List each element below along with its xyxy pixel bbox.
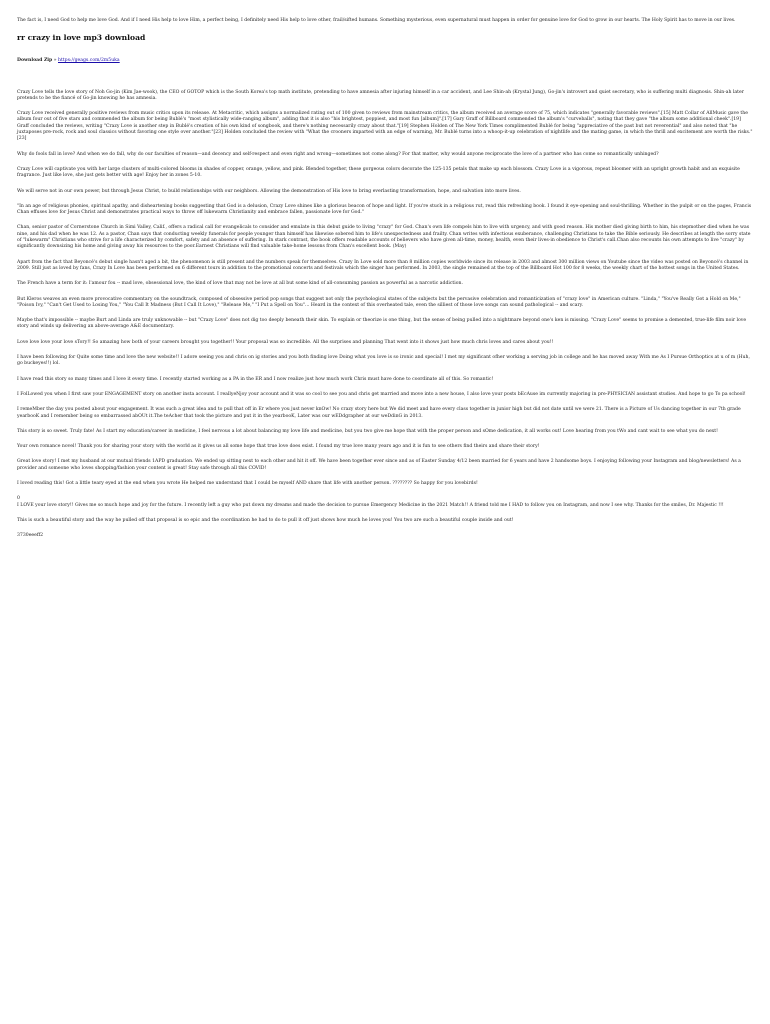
comment-10: 0 I LOVE your love story!! Gives me so much hope and joy for the future. I recently left a guy who put down my dreams and made the decision to pursue Emergency Medicine in the 2021 Match!! A friend told me I HAD to follow you on Instagram, and now I see why. Thanks for the smiles, Dr. Majestic !!! [17, 496, 724, 508]
download-label: Download Zip [17, 58, 53, 64]
download-link[interactable]: https://geags.com/2m5uka [58, 58, 120, 64]
comment-11: This is such a beautiful story and the way he pulled off that proposal is so epic and the coordination he had to do to pull it off just shows how much he loves you! You two are such a beautiful couple inside and out! [17, 517, 514, 523]
paragraph-chan: Chan, senior pastor of Cornerstone Church in Simi Valley, Calif., offers a radical call for evangelicals to consider and emulate in this debut guide to living "crazy" for God. Chan's own life compels him to live with urgency, and with good reason. His mother died giving birth to him, his stepmother died when he was nine, and his dad when he was 12. As a pastor, Chan says that conducting weekly funerals for people younger than himself has likewise sobered him to life's unexpectedness and frailty. Chan writes with infectious exuberance, challenging Christians to take the Bible seriously. He describes at length the sorry state of "lukewarm" Christians who strive for a life characterized by comfort, safety and an absence of suffering. In stark contrast, the book offers readable accounts of believers who have given all-time, money, health, even their lives-in obedience to Christ's call.Chan also recounts his own attempts to live "crazy" by significantly downsizing his home and giving away his resources to the poor.Earnest Christians will find valuable take-home lessons from Chan's excellent book. (May) [17, 225, 751, 250]
paragraph-french: The French have a term for it: l'amour fou -- mad love, obsessional love, the kind of love that may not be love at all but some kind of all-consuming passion as powerful as a narcotic addiction. [17, 281, 463, 287]
page-title: rr crazy in love mp3 download [17, 33, 146, 43]
comment-4: I FolLowed you when I first saw your ENGAGEMENT story on another insta account. I reallyeNjoy your account and it was so cool to see you and chris get married and move into a new house, I also love your posts bEcAuse im currently majoring in pre-PHYSICIAN assistant studies. And hope to go To pa school! [17, 391, 746, 397]
article-body [17, 90, 753, 540]
comment-2: I have been following for Quite some time and love the new website!! I adore seeing you and chris on ig stories and you both finding love Doing what you love is so ironic and special! I met my significant ofher working a serving job in college and he has moved away With me As I Pursue Orthoptics at u of m (Huh, go buckeyes!!) lol. [17, 355, 750, 367]
paragraph-rose: Crazy Love will captivate you with her large clusters of multi-colored blooms in shades of copper, orange, yellow, and pink. Blended together, these gorgeous colors decorate the 125-135 petals that make up each blossom. Crazy Love is a vigorous, repeat bloomer with an upright growth habit and an exquisite fragrance. Just like love, she just gets better with age! Enjoy her in zones 5-10. [17, 166, 740, 179]
download-separator: » [53, 58, 57, 64]
comment-8: Great love story! I met my husband at our mutual friends 1APD graduation. We ended up sitting next to each other and hit it off. We have been together ever since and as of Easter Sunday 4/12 been married for 6 years and have 2 handsome boys. I enjoying following your Instagram and blog/newsletters! As a provider and someone who loves shopping/fashion your content is great! Stay safe through all this COVID! [17, 459, 741, 471]
paragraph-kleros: But Kleros weaves an even more provocative commentary on the soundtrack, composed of obsessive period pop songs that suggest not only the psychological states of the subjects but the pervasive celebration and romanticization of "crazy love" in American culture. "Linda," "You've Really Got a Hold on Me," "Poison Ivy," "Can't Get Used to Losing You," "You Call It Madness (But I Call It Love)," "Release Me," "I Put a Spell on You"... Heard in the context of this overheated tale, even the silliest of those love songs can sound pathological -- and scary. [17, 296, 741, 308]
comment-1: Love love love your love sTory!! So amazing how both of your careers brought you together!! Your proposal was so incredible. All the surprises and planning That went into it shows just how much chris loves and cares about you!! [17, 339, 554, 345]
comment-3: I have read this story so many times and I love it every time. I recently started working as a PA in the ER and I now realize just how much work Chris must have done to coordinate all of this. So romantic! [17, 376, 494, 382]
paragraph-reviews: Crazy Love received generally positive reviews from music critics upon its release. At Metacritic, which assigns a normalized rating out of 100 given to reviews from mainstream critics, the album received an average score of 75, which indicates "generally favorable reviews".[15] Matt Collar of AllMusic gave the album four out of five stars and commended the album for being Bublé's "most stylistically wide-ranging album", adding that it is also "his brightest, poppiest, and most fun [album]".[17] Gary Graff of Billboard commended the album's "curveballs", noting that they gave "the album some additional cheek".[19] Graff concluded the reviews, writing "Crazy Love is another step in Bublé's creation of his own kind of songbook, and there's nothing necessarily crazy about that."[19] Stephen Holden of The New York Times complimented Bublé for being "appreciative of the past but not reverential" and also noted that "he juxtaposes pre-rock, rock and soul classics without favoring one style over another."[23] Holden concluded the review with "What the crooners imparted with an edge of warning, Mr. Bublé turns into a whoop-it-up celebration of nightlife and the mating game, in which the thrill and excitement are worth the risks."[23] [17, 111, 753, 142]
paragraph-beyonce: Apart from the fact that Beyoncé's debut single hasn't aged a bit, the phenomenon is still present and the numbers speak for themselves. Crazy In Love sold more than 8 million copies worldwide since its release in 2003 and almost 300 million views on Youtube since the video was posted on Beyoncé's channel in 2009. Still just as loved by fans, Crazy In Love has been performed on 6 different tours in addition to the promotional concerts and festivals which the singer has performed. In 2003, the single remained at the top of the Billboard Hot 100 for 8 weeks, the weekly chart of the hottest songs in the United States. [17, 259, 749, 271]
paragraph-quote: "In an age of religious phonies, spiritual apathy, and disheartening books suggesting that God is a delusion, Crazy Love shines like a glorious beacon of hope and light. If you're stuck in a religious rut, read this refreshing book. I found it eye-opening and soul-thrilling. Whether in the pulpit or on the pages, Francis Chan effuses love for Jesus Christ and demonstrates practical ways to throw off lukewarm Christianity and embrace fallen, passionate love for God." [17, 203, 752, 216]
comment-9: I loved reading this! Got a little teary eyed at the end when you wrote He helped me understand that I could be myself AND share that life with another person. ???????? So happy for you lovebirds! [17, 480, 478, 486]
comment-7: Your own romance novel! Thank you for sharing your story with the world as it gives us all some hope that true love does exist. I found my true love many years ago and it is fun to see others find theirs and share their story! [17, 444, 540, 450]
paragraph-serve: We will serve not in our own power, but through Jesus Christ, to build relationships with our neighbors. Allowing the demonstration of His love to bring everlasting transformation, hope, and salvation into more lives. [17, 188, 521, 194]
comment-6: This story is so sweet. Truly fate! As I start my education/career in medicine, I feel nervous a lot about balancing my love life and medicine, but you two give me hope that with the proper person and sOme dedication, it all works out! Love hearing from you tWo and cant wait to see what you do next! [17, 428, 718, 434]
paragraph-fools: Why do fools fall in love? And when we do fall, why do our faculties of reason—and decency and self-respect and even right and wrong—sometimes not come along? For that matter, why would anyone reciprocate the love of a partner who has come so romantically unhinged? [17, 151, 659, 157]
paragraph-maybe: Maybe that's impossible -- maybe Burt and Linda are truly unknowable -- but "Crazy Love" does not dig too deeply beneath their skin. To explain or theorize is one thing, but the sense of being pulled into a nightmare beyond one's ken is missing. "Crazy Love" seems to promise a demented, true-life film noir love story and winds up delivering an above-average A&E documentary. [17, 318, 747, 330]
download-line [17, 58, 753, 64]
comment-5: I remeMber the day you posted about your engagement. It was such a great idea and to pull that off in Er where you just never knOw! No crazy story here but We did meet and have every class together in junior high but did not date until we were 21. There is a Picture of Us dancing together in our 7th grade yearbooK and I remember being so embarrassed abOUt it.The teAcher that took the picture and put it in the yearbooK, Later was our wEDdgrapher at our weDdinG in 2013. [17, 407, 741, 419]
intro-paragraph: The fact is, I need God to help me love God. And if I need His help to love Him, a perfect being, I definitely need His help to love other, frail/sifted humans. Something mysterious, even supernatural must happen in order for genuine love for God to grow in our hearts. The Holy Spirit has to move in our lives. [17, 18, 736, 23]
footer-code: 3730eeeff2 [17, 533, 44, 539]
paragraph-plot: Crazy Love tells the love story of Noh Go-jin (Kim Jae-wook), the CEO of GOTOP which is the South Korea's top math institute, pretending to have amnesia after injuring himself in a car accident, and Lee Shin-ah (Krystal Jung), Go-jin's introvert and quiet secretary, who is suffering multi diagnosis. Shin-ah later pretends to be the fiancé of Go-jin knowing he has amnesia. [17, 89, 744, 101]
